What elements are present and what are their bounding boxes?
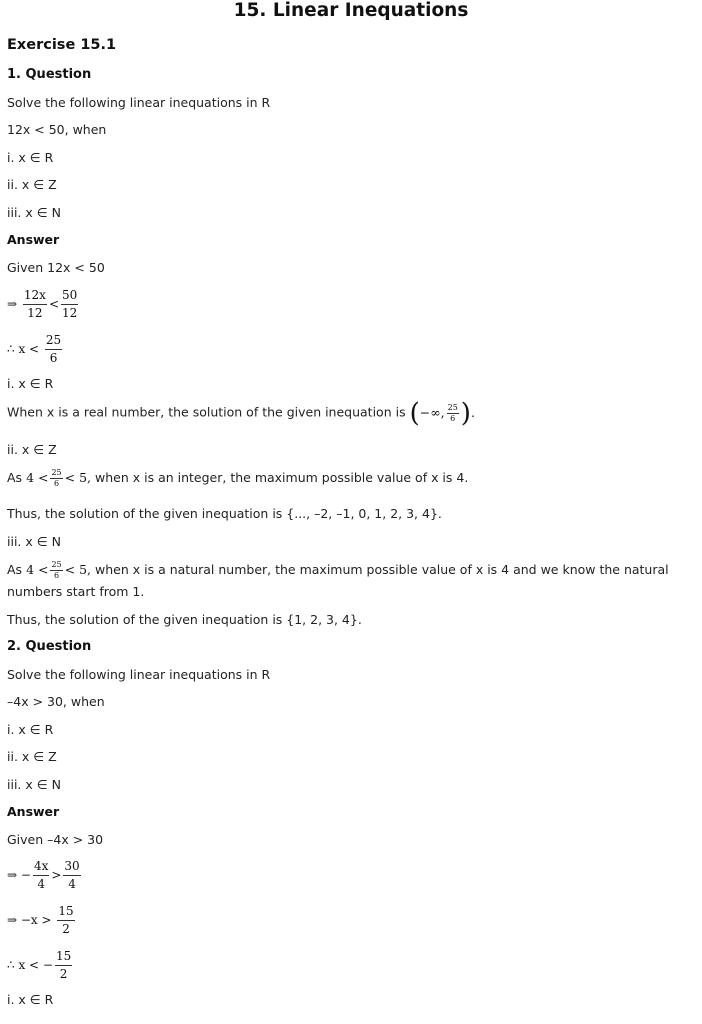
question-1-case-1-text: [7, 400, 475, 426]
question-1-case-z: ii. x ∈ Z: [7, 177, 57, 192]
question-1-case-3-label: iii. x ∈ N: [7, 534, 61, 549]
question-1-step-2: [7, 332, 64, 367]
case-3-post: when x is a natural number, the maximum possible value of x is 4 and we know the natural: [95, 562, 669, 577]
question-2-inequation: –4x > 30, when: [7, 694, 105, 709]
question-1-prompt: Solve the following linear inequations in R: [7, 95, 271, 110]
case-2-post: when x is an integer, the maximum possible value of x is 4.: [95, 470, 469, 485]
question-2-step-3: [7, 948, 74, 983]
question-1-case-3-solution: Thus, the solution of the given inequation is {1, 2, 3, 4}.: [7, 612, 362, 627]
question-1-step-1: ⇒ $\frac{12x}{12}$ < $\frac{50}{12}$: [7, 288, 78, 320]
question-2-answer-label: Answer: [7, 804, 60, 819]
question-1-case-n: iii. x ∈ N: [7, 205, 61, 220]
fraction: $\frac{25}{6}$: [447, 402, 458, 423]
fraction: $\frac{50}{12}$: [62, 288, 78, 320]
question-2-step-1: ⇒ − $\frac{4x}{4}$ > $\frac{30}{4}$: [7, 859, 80, 891]
question-1-given: Given 12x < 50: [7, 260, 105, 275]
question-2-step-2: [7, 903, 77, 938]
therefore-expression: ∴ x < −: [7, 958, 53, 972]
question-1-heading: 1. Question: [7, 67, 92, 82]
fraction: $\frac{4x}{4}$: [33, 859, 49, 891]
question-1-case-1-label: i. x ∈ R: [7, 376, 54, 391]
question-2-case-z: ii. x ∈ Z: [7, 749, 57, 764]
question-2-case-n: iii. x ∈ N: [7, 777, 61, 792]
case-3-math: 4 < $\frac{25}{6}$ < 5,: [26, 560, 92, 580]
question-1-case-2-text: [7, 468, 468, 489]
exercise-heading: Exercise 15.1: [7, 37, 117, 53]
fraction: $\frac{25}{6}$: [51, 468, 62, 488]
question-2-case-1-label: i. x ∈ R: [7, 992, 54, 1007]
implies-symbol: ⇒: [7, 297, 18, 311]
implies-expression: ⇒ −x >: [7, 913, 52, 927]
question-1-case-3-text-continued: numbers start from 1.: [7, 584, 145, 599]
question-2-given: Given –4x > 30: [7, 832, 104, 847]
therefore-expression: ∴ x <: [7, 342, 40, 356]
fraction: $\frac{12x}{12}$: [23, 288, 46, 320]
case-1-sentence: When x is a real number, the solution of the given inequation is: [7, 404, 406, 420]
fraction: $\frac{15}{2}$: [58, 904, 74, 936]
implies-symbol: ⇒ −: [7, 868, 31, 882]
question-2-heading: 2. Question: [7, 639, 92, 654]
question-1-inequation: 12x < 50, when: [7, 122, 107, 137]
fraction: $\frac{30}{4}$: [64, 859, 80, 891]
case-2-pre: As: [7, 470, 23, 485]
fraction: $\frac{25}{6}$: [45, 333, 62, 365]
fraction: $\frac{25}{6}$: [51, 560, 62, 580]
case-2-math: 4 < $\frac{25}{6}$ < 5,: [26, 468, 92, 488]
question-1-answer-label: Answer: [7, 232, 60, 247]
case-3-pre: As: [7, 562, 23, 577]
question-1-case-3-text: [7, 560, 669, 581]
solution-interval: (−∞, $\frac{25}{6}$ ).: [409, 398, 475, 428]
page-title: 15. Linear Inequations: [233, 0, 469, 21]
fraction: $\frac{15}{2}$: [55, 949, 72, 981]
question-2-prompt: Solve the following linear inequations in R: [7, 667, 271, 682]
question-1-case-2-label: ii. x ∈ Z: [7, 442, 57, 457]
question-1-case-r: i. x ∈ R: [7, 150, 54, 165]
question-1-case-2-solution: Thus, the solution of the given inequation is {..., –2, –1, 0, 1, 2, 3, 4}.: [7, 506, 442, 521]
question-2-case-r: i. x ∈ R: [7, 722, 54, 737]
